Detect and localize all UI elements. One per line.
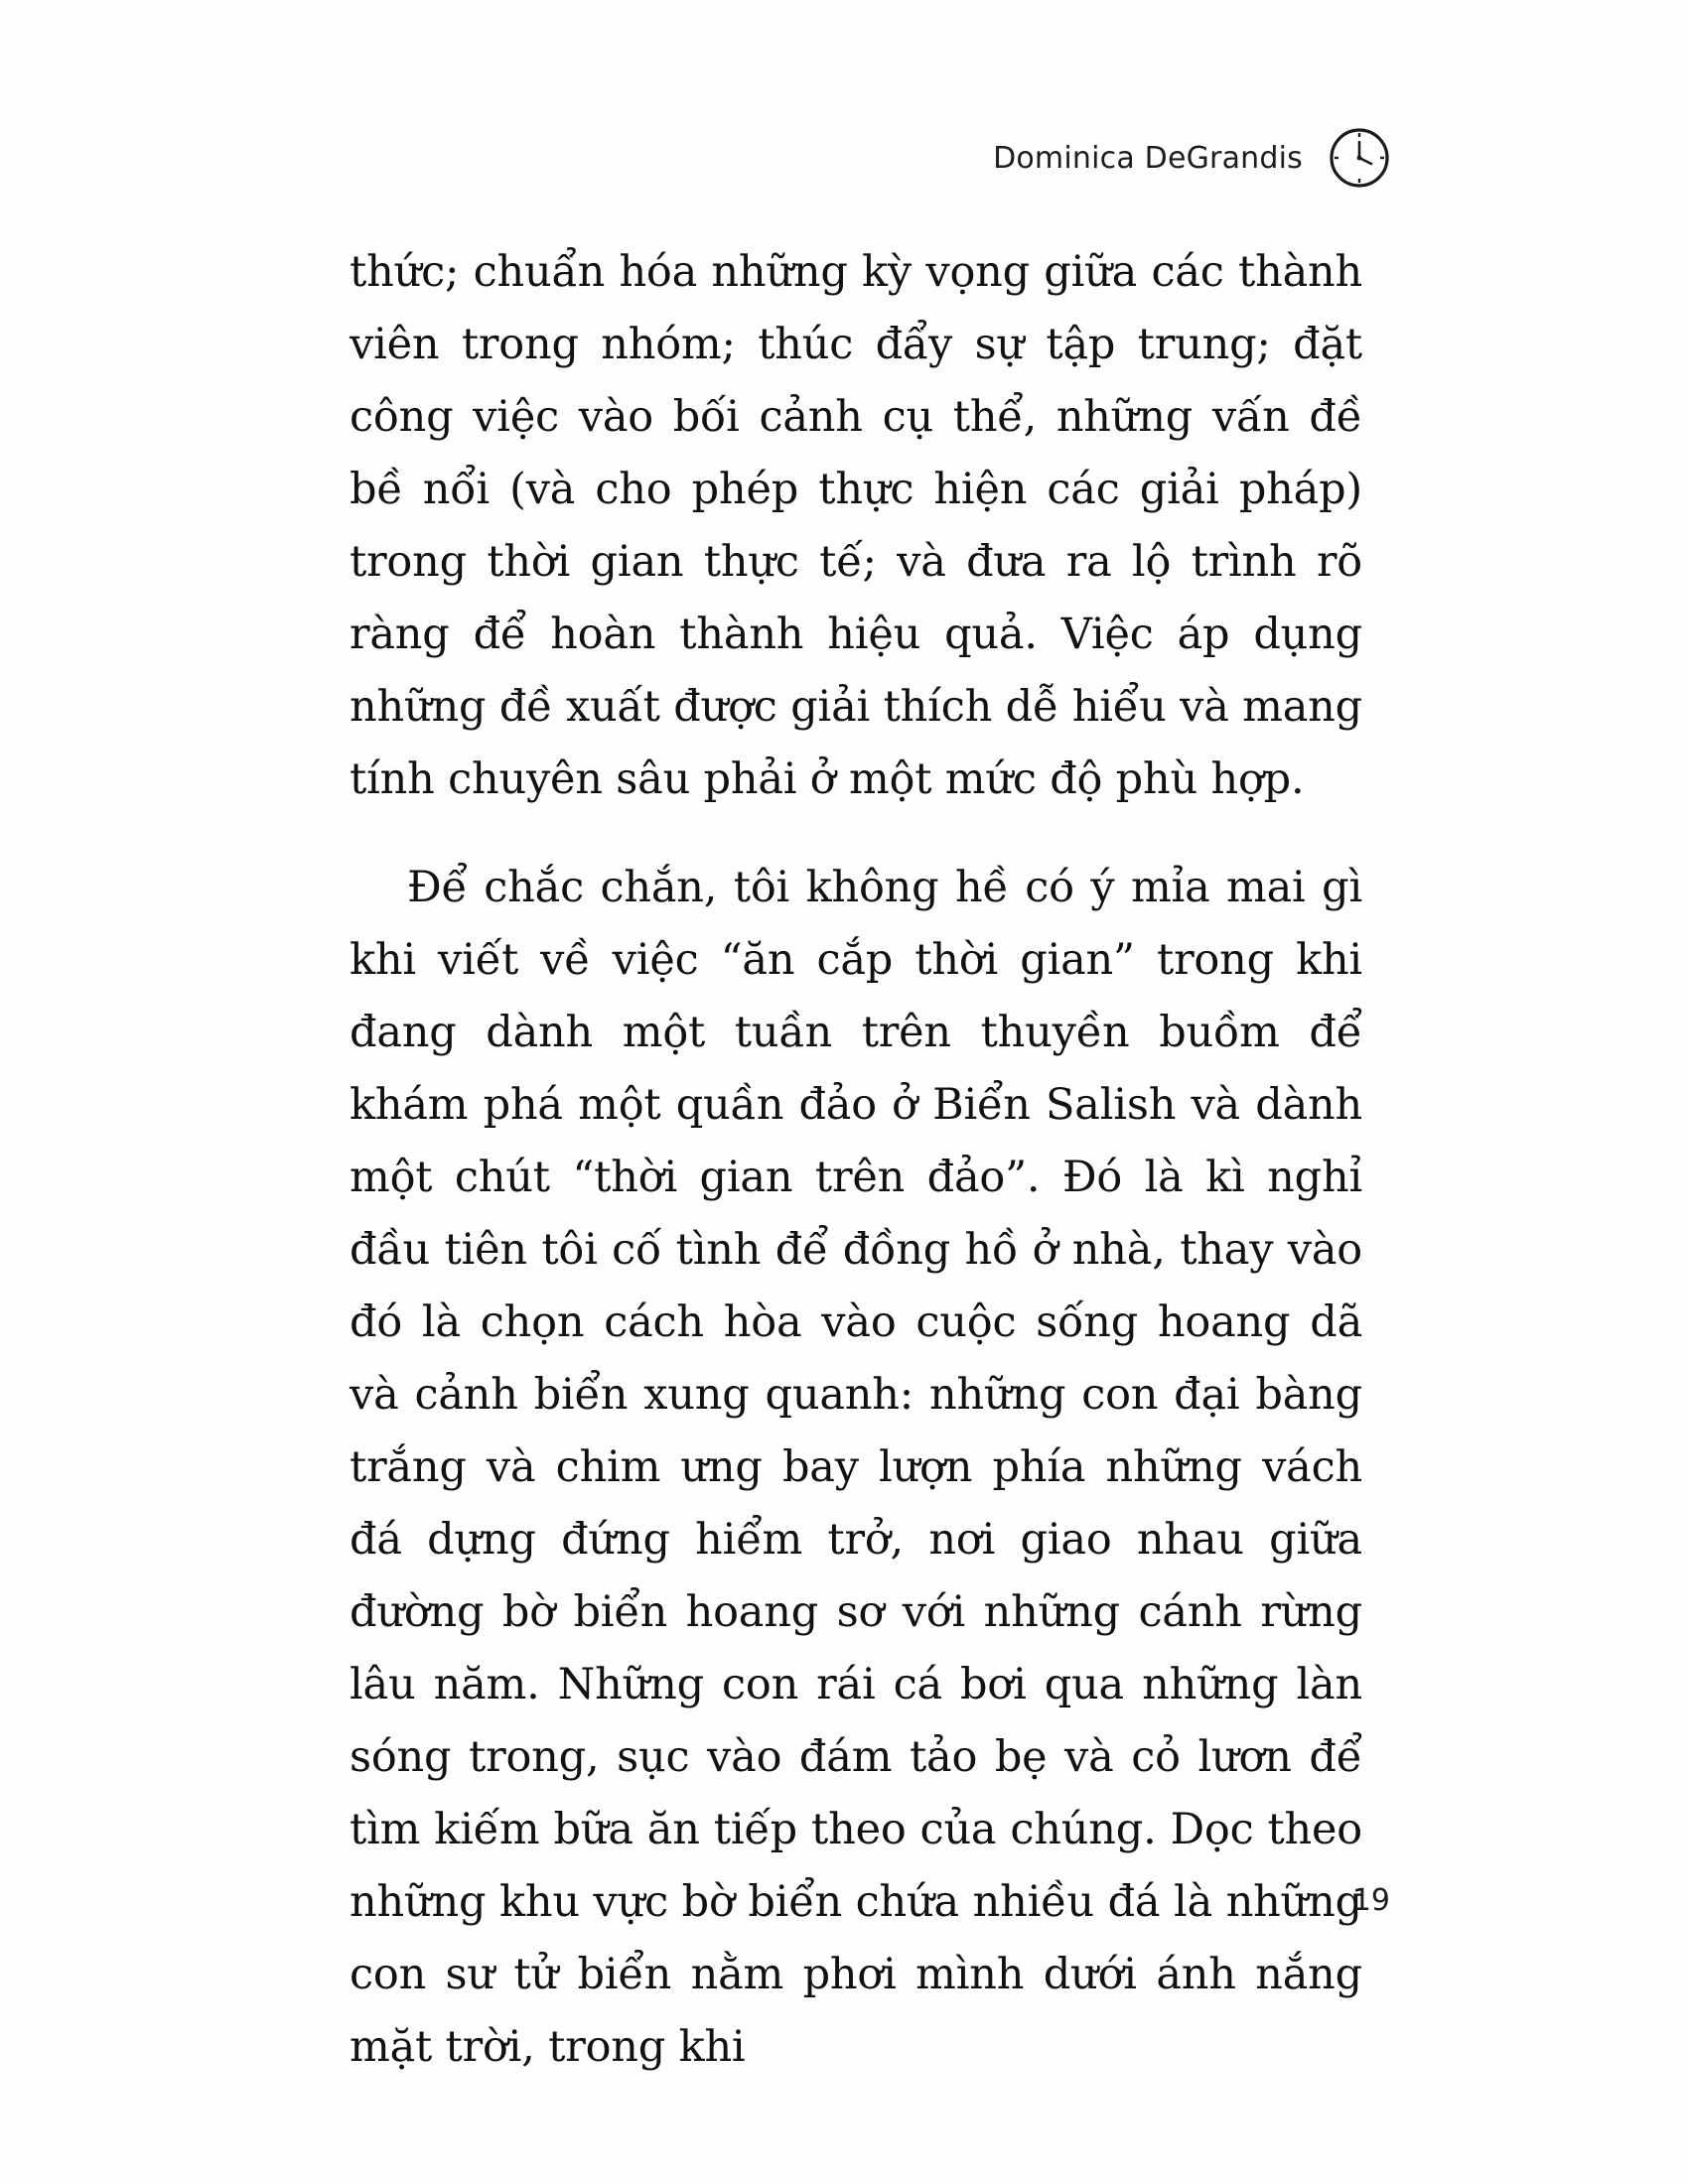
clock-icon [1329,127,1390,189]
running-head-author: Dominica DeGrandis [993,140,1303,176]
running-head [993,127,1390,189]
paragraph: thức; chuẩn hóa những kỳ vọng giữa các thành viên trong nhóm; thúc đẩy sự tập trung; đặt công việc vào bối cảnh cụ thể, những vấn đề bề nổi (và cho phép thực hiện các giải pháp) trong thời gian thực tế; và đưa ra lộ trình rõ ràng để hoàn thành hiệu quả. Việc áp dụng những đề xuất được giải thích dễ hiểu và mang tính chuyên sâu phải ở một mức độ phù hợp. [350,247,1362,804]
paragraph: Để chắc chắn, tôi không hề có ý mỉa mai gì khi viết về việc “ăn cắp thời gian” trong khi đang dành một tuần trên thuyền buồm để khám phá một quần đảo ở Biển Salish và dành một chút “thời gian trên đảo”. Đó là kì nghỉ đầu tiên tôi cố tình để đồng hồ ở nhà, thay vào đó là chọn cách hòa vào cuộc sống hoang dã và cảnh biển xung quanh: những con đại bàng trắng và chim ưng bay lượn phía những vách đá dựng đứng hiểm trở, nơi giao nhau giữa đường bờ biển hoang sơ với những cánh rừng lâu năm. Những con rái cá bơi qua những làn sóng trong, sục vào đám tảo bẹ và cỏ lươn để tìm kiếm bữa ăn tiếp theo của chúng. Dọc theo những khu vực bờ biển chứa nhiều đá là những con sư tử biển nằm phơi mình dưới ánh nắng mặt trời, trong khi [350,863,1362,2072]
body-content [350,236,1362,2084]
page-number: 19 [1351,1883,1390,1918]
